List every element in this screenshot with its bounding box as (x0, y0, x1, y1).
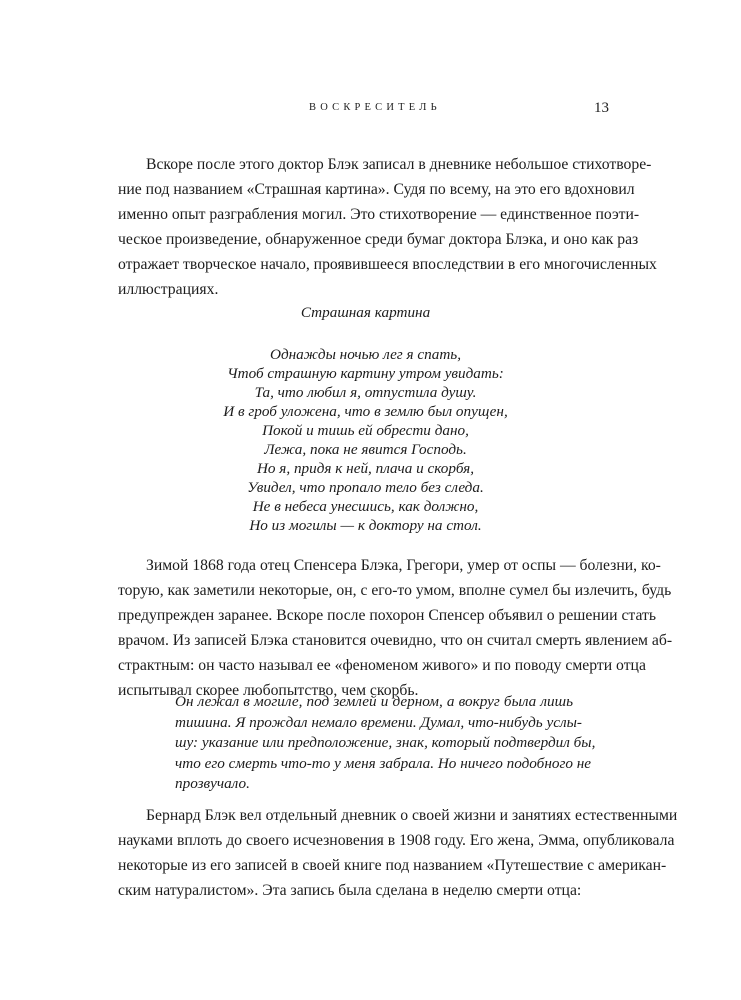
poem-line: Не в небеса унесшись, как должно, (252, 498, 479, 515)
poem-line: Чтоб страшную картину утром увидать: (227, 365, 504, 382)
paragraph-line: ние под названием «Страшная картина». Судя по всему, на это его вдохновил (118, 181, 635, 198)
running-head: ВОСКРЕСИТЕЛЬ (309, 102, 441, 113)
paragraph-line: торую, как заметили некоторые, он, с его-то умом, вполне сумел бы излечить, будь (118, 582, 672, 599)
poem-title: Страшная картина (300, 304, 431, 321)
block-quote (175, 692, 596, 795)
paragraph-line: страктным: он часто называл ее «феноменом живого» и по поводу смерти отца (118, 657, 646, 674)
poem-line: Но я, придя к ней, плача и скорбя, (256, 460, 475, 477)
poem (118, 303, 613, 535)
paragraph-line: ческое произведение, обнаруженное среди бумаг доктора Блэка, и оно как раз (118, 231, 639, 248)
poem-line: Та, что любил я, отпустила душу. (254, 384, 477, 401)
paragraph-line: предупрежден заранее. Вскоре после похорон Спенсер объявил о решении стать (118, 607, 657, 624)
paragraph-line: врачом. Из записей Блэка становится очевидно, что он считал смерть явлением аб- (118, 632, 673, 649)
paragraph-line: ским натуралистом». Эта запись была сделана в неделю смерти отца: (118, 882, 582, 899)
paragraph-line: некоторые из его записей в своей книге под названием «Путешествие с американ- (118, 857, 667, 874)
poem-line: Увидел, что пропало тело без следа. (247, 479, 484, 496)
poem-line: Однажды ночью лег я спать, (270, 346, 461, 363)
paragraph-line: иллюстрациях. (118, 281, 219, 298)
paragraph-line: Вскоре после этого доктор Блэк записал в дневнике небольшое стихотворе- (146, 156, 652, 173)
paragraph-3 (118, 803, 678, 903)
poem-line: И в гроб уложена, что в землю был опущен, (223, 403, 508, 420)
paragraph-1 (118, 152, 657, 302)
page-number: 13 (594, 100, 609, 116)
paragraph-line: науками вплоть до своего исчезновения в 1908 году. Его жена, Эмма, опубликовала (118, 832, 675, 849)
quote-line: Он лежал в могиле, под землей и дерном, а вокруг была лишь (175, 693, 573, 710)
paragraph-line: Бернард Блэк вел отдельный дневник о своей жизни и занятиях естественными (146, 807, 678, 824)
paragraph-line: отражает творческое начало, проявившееся впоследствии в его многочисленных (118, 256, 657, 273)
quote-line: тишина. Я прождал немало времени. Думал, что-нибудь услы- (175, 713, 582, 731)
quote-line: что его смерть что-то у меня забрала. Но ничего подобного не (175, 754, 592, 772)
poem-line: Но из могилы — к доктору на стол. (249, 517, 482, 534)
quote-line: прозвучало. (175, 775, 250, 792)
paragraph-line: именно опыт разграбления могил. Это стихотворение — единственное поэти- (118, 206, 640, 223)
poem-line: Покой и тишь ей обрести дано, (262, 422, 469, 439)
paragraph-line: испытывал скорее любопытство, чем скорбь. (118, 682, 419, 699)
quote-line: шу: указание или предположение, знак, который подтвердил бы, (175, 734, 596, 751)
paragraph-line: Зимой 1868 года отец Спенсера Блэка, Грегори, умер от оспы — болезни, ко- (146, 557, 661, 574)
poem-line: Лежа, пока не явится Господь. (264, 441, 467, 458)
paragraph-2 (118, 553, 673, 703)
